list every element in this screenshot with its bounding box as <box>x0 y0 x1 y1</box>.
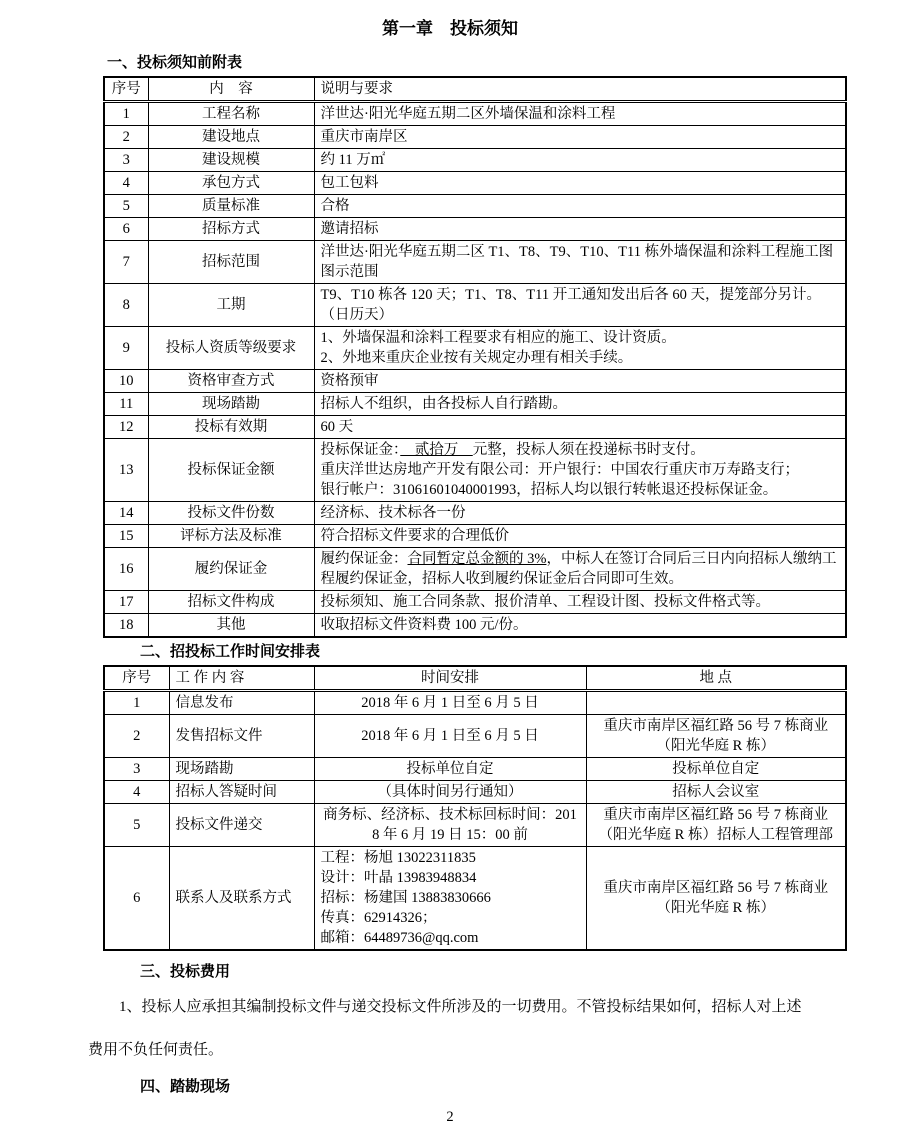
cell-desc: 资格预审 <box>314 370 846 393</box>
cell-place: 重庆市南岸区福红路 56 号 7 栋商业（阳光华庭 R 栋） <box>586 715 846 758</box>
cell-desc: 包工包料 <box>314 172 846 195</box>
header-task: 工 作 内 容 <box>169 666 314 691</box>
table-row <box>104 241 846 284</box>
cell-seq: 1 <box>104 691 169 715</box>
bid-bond-note: 元整，投标人须在投递标书时支付。 <box>472 442 705 458</box>
cell-desc: 约 11 万㎡ <box>314 149 846 172</box>
cell-desc: T9、T10 栋各 120 天；T1、T8、T11 开工通知发出后各 60 天，提笼部分另计。（日历天） <box>314 284 846 327</box>
cell-task: 信息发布 <box>169 691 314 715</box>
table-header-row <box>104 666 846 691</box>
cell-desc: 合格 <box>314 195 846 218</box>
cell-seq: 2 <box>104 715 169 758</box>
page-number: 2 <box>446 1109 454 1125</box>
cell-seq: 6 <box>104 847 169 951</box>
table-row <box>104 691 846 715</box>
cell-desc: 符合招标文件要求的合理低价 <box>314 525 846 548</box>
cell-seq: 7 <box>104 241 148 284</box>
table-row <box>104 126 846 149</box>
desc-line: 银行帐户：31061601040001993，招标人均以银行转帐退还投标保证金。 <box>320 482 778 498</box>
cell-seq: 8 <box>104 284 148 327</box>
table-header-row <box>104 77 846 102</box>
cell-place <box>586 691 846 715</box>
section1-heading: 一、投标须知前附表 <box>107 55 243 71</box>
bid-cost-paragraph: 1、投标人应承担其编制投标文件与递交投标文件所涉及的一切费用。不管投标结果如何，招标人对上述费用不负任何责任。 <box>88 999 802 1058</box>
cell-seq: 12 <box>104 416 148 439</box>
bid-instructions-table <box>103 76 847 638</box>
cell-seq: 4 <box>104 781 169 804</box>
cell-desc <box>314 548 846 591</box>
contact-line: 招标：杨建国 13883830666 <box>320 890 491 906</box>
cell-item: 投标文件份数 <box>148 502 314 525</box>
cell-seq: 10 <box>104 370 148 393</box>
table-row <box>104 370 846 393</box>
cell-seq: 4 <box>104 172 148 195</box>
cell-desc: 60 天 <box>314 416 846 439</box>
table-row <box>104 102 846 126</box>
cell-item: 工期 <box>148 284 314 327</box>
cell-item: 其他 <box>148 614 314 638</box>
cell-time: 2018 年 6 月 1 日至 6 月 5 日 <box>314 691 586 715</box>
cell-desc: 重庆市南岸区 <box>314 126 846 149</box>
table-row <box>104 715 846 758</box>
cell-place: 招标人会议室 <box>586 781 846 804</box>
cell-desc: 投标须知、施工合同条款、报价清单、工程设计图、投标文件格式等。 <box>314 591 846 614</box>
header-place: 地 点 <box>586 666 846 691</box>
header-time: 时间安排 <box>314 666 586 691</box>
cell-desc: 招标人不组织，由各投标人自行踏勘。 <box>314 393 846 416</box>
cell-seq: 3 <box>104 149 148 172</box>
table-row <box>104 172 846 195</box>
cell-time: 投标单位自定 <box>314 758 586 781</box>
table-row <box>104 781 846 804</box>
cell-task: 现场踏勘 <box>169 758 314 781</box>
cell-item: 工程名称 <box>148 102 314 126</box>
header-item: 内 容 <box>148 77 314 102</box>
cell-item: 招标范围 <box>148 241 314 284</box>
cell-item: 承包方式 <box>148 172 314 195</box>
table-row <box>104 847 846 951</box>
contact-line: 传真：62914326； <box>320 910 437 926</box>
cell-desc: 经济标、技术标各一份 <box>314 502 846 525</box>
cell-time: 2018 年 6 月 1 日至 6 月 5 日 <box>314 715 586 758</box>
cell-task: 联系人及联系方式 <box>169 847 314 951</box>
contact-line: 邮箱：64489736@qq.com <box>320 930 479 946</box>
cell-item: 投标有效期 <box>148 416 314 439</box>
table-row <box>104 416 846 439</box>
cell-task: 投标文件递交 <box>169 804 314 847</box>
cell-seq: 3 <box>104 758 169 781</box>
desc-line: 2、外地来重庆企业按有关规定办理有相关手续。 <box>320 350 633 366</box>
cell-place: 重庆市南岸区福红路 56 号 7 栋商业（阳光华庭 R 栋）招标人工程管理部 <box>586 804 846 847</box>
table-row <box>104 327 846 370</box>
cell-item: 评标方法及标准 <box>148 525 314 548</box>
cell-desc: 收取招标文件资料费 100 元/份。 <box>314 614 846 638</box>
cell-desc <box>314 327 846 370</box>
cell-seq: 15 <box>104 525 148 548</box>
perf-bond-note: ，中标人在签订合同后三日内向招标人缴纳工程履约保证金，招标人收到履约保证金后合同即可生效。 <box>320 551 837 587</box>
cell-seq: 13 <box>104 439 148 502</box>
cell-item: 投标保证金额 <box>148 439 314 502</box>
cell-time: 商务标、经济标、技术标回标时间：2018 年 6 月 19 日 15：00 前 <box>314 804 586 847</box>
section2-heading: 二、招投标工作时间安排表 <box>140 644 321 660</box>
cell-contacts <box>314 847 586 951</box>
cell-item: 投标人资质等级要求 <box>148 327 314 370</box>
bid-bond-label: 投标保证金： <box>320 442 401 458</box>
cell-time: （具体时间另行通知） <box>314 781 586 804</box>
cell-item: 履约保证金 <box>148 548 314 591</box>
table-row <box>104 548 846 591</box>
cell-item: 建设地点 <box>148 126 314 149</box>
table-row <box>104 439 846 502</box>
cell-item: 建设规模 <box>148 149 314 172</box>
cell-seq: 17 <box>104 591 148 614</box>
header-seq: 序号 <box>104 77 148 102</box>
cell-desc: 洋世达·阳光华庭五期二区外墙保温和涂料工程 <box>314 102 846 126</box>
contact-line: 工程：杨旭 13022311835 <box>320 850 476 866</box>
cell-seq: 18 <box>104 614 148 638</box>
cell-place: 投标单位自定 <box>586 758 846 781</box>
table-row <box>104 284 846 327</box>
table-row <box>104 525 846 548</box>
cell-task: 招标人答疑时间 <box>169 781 314 804</box>
cell-task: 发售招标文件 <box>169 715 314 758</box>
cell-desc: 洋世达·阳光华庭五期二区 T1、T8、T9、T10、T11 栋外墙保温和涂料工程施工图图示范围 <box>314 241 846 284</box>
table-row <box>104 758 846 781</box>
table-row <box>104 393 846 416</box>
cell-item: 现场踏勘 <box>148 393 314 416</box>
cell-seq: 1 <box>104 102 148 126</box>
cell-desc <box>314 439 846 502</box>
cell-seq: 14 <box>104 502 148 525</box>
cell-seq: 2 <box>104 126 148 149</box>
table-row <box>104 502 846 525</box>
cell-desc: 邀请招标 <box>314 218 846 241</box>
table-row <box>104 149 846 172</box>
cell-item: 资格审查方式 <box>148 370 314 393</box>
section3-heading: 三、投标费用 <box>140 964 231 980</box>
cell-seq: 6 <box>104 218 148 241</box>
contact-line: 设计：叶晶 13983948834 <box>320 870 477 886</box>
table-row <box>104 614 846 638</box>
table-row <box>104 218 846 241</box>
header-desc: 说明与要求 <box>314 77 846 102</box>
cell-seq: 11 <box>104 393 148 416</box>
perf-bond-amount: 合同暂定总金额的 3% <box>407 551 547 567</box>
cell-seq: 5 <box>104 195 148 218</box>
desc-line: 重庆洋世达房地产开发有限公司：开户银行：中国农行重庆市万寿路支行； <box>320 462 799 478</box>
bid-bond-amount: 贰拾万 <box>400 442 473 458</box>
cell-item: 质量标准 <box>148 195 314 218</box>
desc-line: 1、外墙保温和涂料工程要求有相应的施工、设计资质。 <box>320 330 676 346</box>
cell-item: 招标方式 <box>148 218 314 241</box>
chapter-title: 第一章 投标须知 <box>382 19 518 38</box>
table-row <box>104 591 846 614</box>
header-seq: 序号 <box>104 666 169 691</box>
cell-seq: 9 <box>104 327 148 370</box>
schedule-table <box>103 665 847 951</box>
section4-heading: 四、踏勘现场 <box>140 1079 231 1095</box>
perf-bond-label: 履约保证金： <box>320 551 408 567</box>
table-row <box>104 804 846 847</box>
table-row <box>104 195 846 218</box>
desc-line <box>321 440 840 460</box>
cell-seq: 16 <box>104 548 148 591</box>
cell-place: 重庆市南岸区福红路 56 号 7 栋商业（阳光华庭 R 栋） <box>586 847 846 951</box>
cell-item: 招标文件构成 <box>148 591 314 614</box>
document-page <box>0 18 900 1132</box>
cell-seq: 5 <box>104 804 169 847</box>
